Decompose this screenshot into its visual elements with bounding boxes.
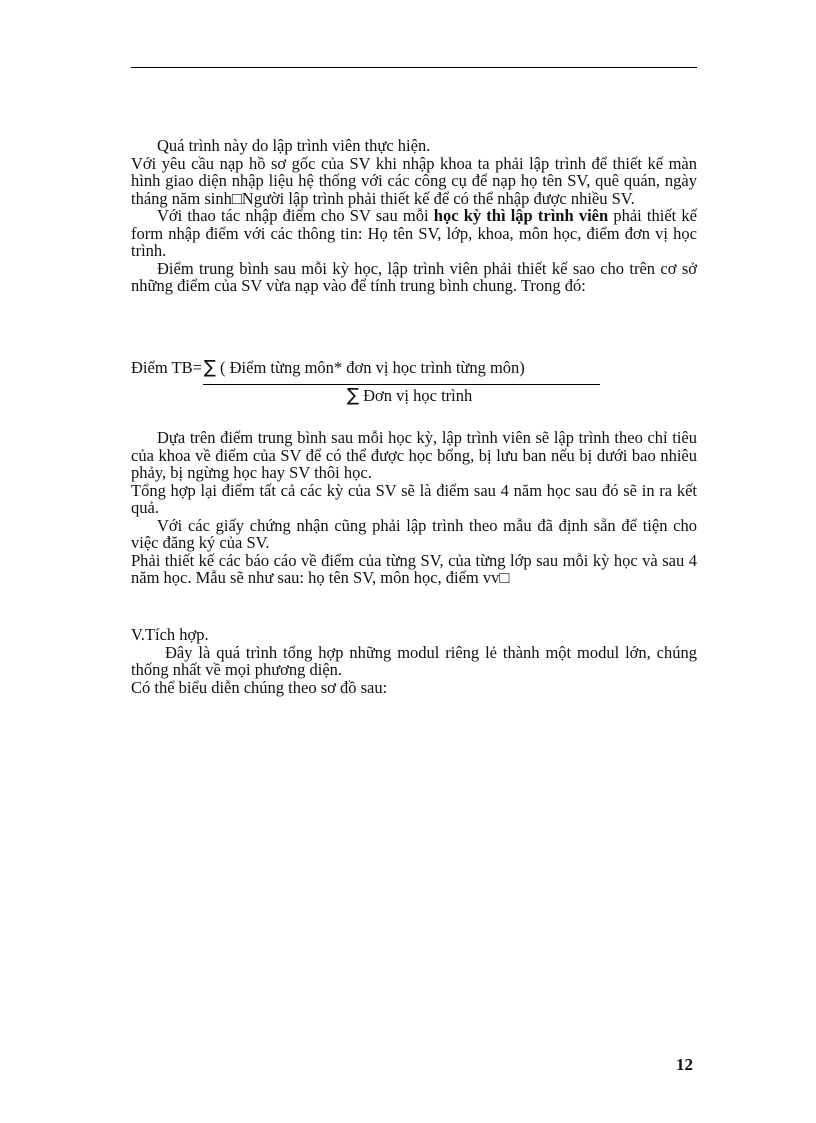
sigma-symbol: ∑ bbox=[203, 357, 217, 378]
paragraph: Dựa trên điểm trung bình sau mỗi học kỳ, lập trình viên sẽ lập trình theo chỉ tiêu của khoa về điểm của SV để có thể được học bổng, bị lưu ban nếu bị dưới bao nhiêu phảy, bị ngừng học hay SV thôi học. bbox=[131, 428, 697, 482]
paragraph: Quá trình này do lập trình viên thực hiện. bbox=[157, 136, 431, 155]
body-section-1 bbox=[131, 137, 697, 295]
formula-numerator: ( Điểm từng môn* đơn vị học trình từng môn) bbox=[220, 358, 525, 377]
sigma-symbol: ∑ bbox=[347, 385, 360, 406]
paragraph: Với yêu cầu nạp hồ sơ gốc của SV khi nhập khoa ta phải lập trình để thiết kế màn hình giao diện nhập liệu hệ thống với các công cụ để nạp họ tên SV, quê quán, ngày tháng năm sinh□Người lập trình phải thiết kế để có thể nhập được nhiều SV. bbox=[131, 153, 697, 208]
paragraph: Với các giấy chứng nhận cũng phải lập trình theo mẫu đã định sẵn để tiện cho việc đăng ký của SV. bbox=[131, 515, 697, 552]
section-heading: V.Tích hợp. bbox=[131, 625, 209, 644]
formula-denominator: Đơn vị học trình bbox=[363, 386, 473, 405]
paragraph: Phải thiết kế các báo cáo về điểm của từng SV, của từng lớp sau mỗi kỳ học và sau 4 năm học. Mẫu sẽ như sau: họ tên SV, môn học, điểm vv□ bbox=[131, 550, 697, 587]
paragraph: Đây là quá trình tổng hợp những modul riêng lẻ thành một modul lớn, chúng thống nhất về mọi phương diện. bbox=[131, 642, 697, 679]
average-score-formula bbox=[131, 355, 697, 415]
bold-text: học kỳ thì lập trình viên bbox=[433, 206, 609, 225]
paragraph: Điểm trung bình sau mỗi kỳ học, lập trình viên phải thiết kế sao cho trên cơ sở những điểm của SV vừa nạp vào để tính trung bình chung. Trong đó: bbox=[131, 258, 697, 295]
header-rule bbox=[131, 67, 697, 68]
paragraph: Có thể biểu diễn chúng theo sơ đồ sau: bbox=[131, 677, 388, 697]
formula-numerator-row bbox=[131, 357, 525, 378]
body-section-2 bbox=[131, 429, 697, 587]
page-number: 12 bbox=[676, 1055, 693, 1074]
formula-denominator-row bbox=[345, 385, 472, 406]
paragraph: Tổng hợp lại điểm tất cả các kỳ của SV sẽ là điểm sau 4 năm học sau đó sẽ in ra kết quả. bbox=[131, 480, 697, 517]
formula-label: Điểm TB= bbox=[131, 358, 202, 377]
body-section-3 bbox=[131, 626, 697, 696]
paragraph bbox=[131, 207, 697, 260]
text-run: Với thao tác nhập điểm cho SV sau mỗi bbox=[157, 206, 434, 225]
text-run: phải thiết kế form nhập điểm với các thông tin: Họ tên SV, lớp, khoa, môn học, điểm đơn vị học trình. bbox=[131, 206, 697, 260]
